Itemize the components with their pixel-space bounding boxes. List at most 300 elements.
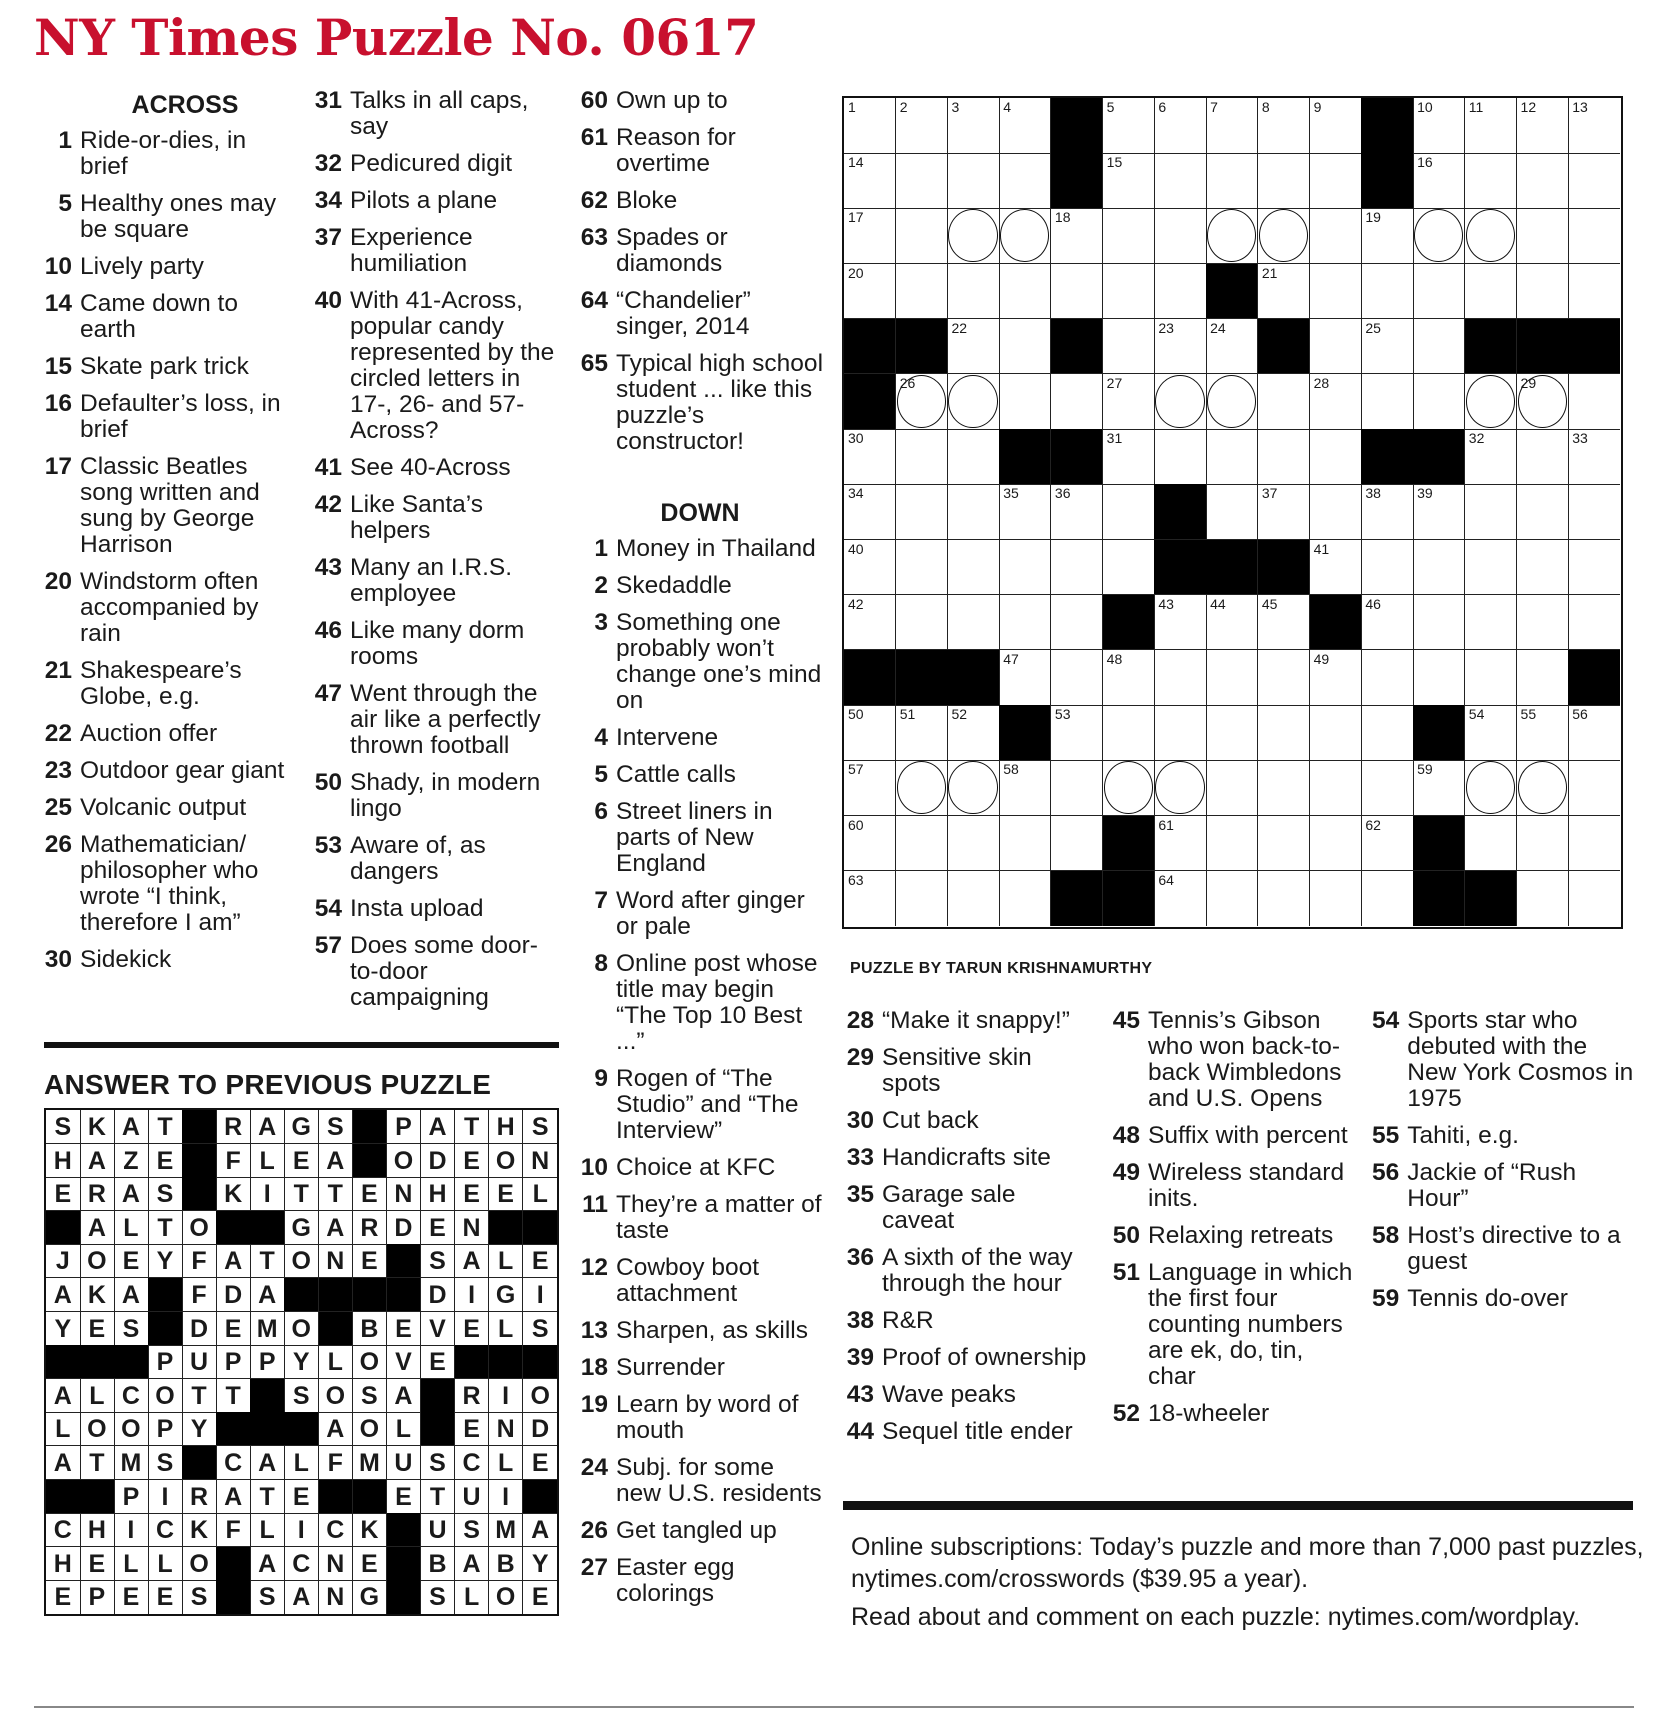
answer-letter: O <box>291 1314 311 1343</box>
grid-cell[interactable] <box>1517 760 1569 816</box>
answer-letter: A <box>258 1549 277 1578</box>
grid-cell[interactable] <box>1103 705 1155 761</box>
grid-cell[interactable] <box>896 540 948 596</box>
grid-cell[interactable] <box>1206 429 1258 485</box>
answer-cell <box>148 1379 183 1413</box>
grid-cell[interactable] <box>1413 484 1465 540</box>
clue-text: They’re a matter of taste <box>616 1191 822 1244</box>
down-clue-12[interactable] <box>574 1255 824 1307</box>
across-clue-50[interactable] <box>308 770 560 822</box>
grid-cell[interactable] <box>1154 153 1206 209</box>
down-clue-2[interactable] <box>574 573 824 599</box>
grid-cell[interactable] <box>896 816 948 872</box>
grid-cell[interactable] <box>1258 816 1310 872</box>
across-clue-40[interactable] <box>308 288 560 444</box>
answer-letter: S <box>429 1449 446 1477</box>
grid-cell[interactable] <box>1206 816 1258 872</box>
down-clue-39[interactable] <box>840 1345 1090 1371</box>
across-clue-46[interactable] <box>308 618 560 670</box>
grid-cell[interactable] <box>1465 429 1517 485</box>
grid-cell[interactable] <box>947 153 999 209</box>
grid-cell[interactable] <box>1568 816 1620 872</box>
grid-cell[interactable] <box>1103 760 1155 816</box>
grid-cell[interactable] <box>1103 208 1155 264</box>
grid-cell[interactable] <box>844 429 896 485</box>
grid-cell[interactable] <box>1568 264 1620 320</box>
grid-cell[interactable] <box>1568 705 1620 761</box>
grid-cell[interactable] <box>1103 429 1155 485</box>
down-clue-43[interactable] <box>840 1382 1090 1408</box>
grid-cell[interactable] <box>1413 264 1465 320</box>
grid-cell[interactable] <box>844 540 896 596</box>
grid-cell[interactable] <box>1465 650 1517 706</box>
grid-cell[interactable] <box>896 208 948 264</box>
across-clue-23[interactable] <box>40 758 290 784</box>
grid-cell[interactable] <box>1154 760 1206 816</box>
grid-cell[interactable] <box>896 871 948 927</box>
down-clue-50[interactable] <box>1106 1223 1356 1249</box>
grid-cell[interactable] <box>947 264 999 320</box>
across-clue-16[interactable] <box>40 391 290 443</box>
grid-cell[interactable] <box>1568 208 1620 264</box>
grid-cell[interactable] <box>1206 208 1258 264</box>
grid-cell[interactable] <box>1568 98 1620 154</box>
answer-letter: A <box>53 1281 72 1309</box>
grid-cell[interactable] <box>1465 484 1517 540</box>
grid-cell[interactable] <box>1517 264 1569 320</box>
across-clue-42[interactable] <box>308 492 560 544</box>
down-clue-19[interactable] <box>574 1392 824 1444</box>
across-clue-31[interactable] <box>308 88 560 140</box>
grid-cell[interactable] <box>1361 208 1413 264</box>
across-clue-21[interactable] <box>40 658 290 710</box>
across-clue-47[interactable] <box>308 681 560 759</box>
down-clue-26[interactable] <box>574 1518 824 1544</box>
grid-cell[interactable] <box>1465 208 1517 264</box>
down-clue-36[interactable] <box>840 1245 1090 1297</box>
grid-cell[interactable] <box>1258 650 1310 706</box>
answer-cell <box>387 1480 422 1514</box>
down-clue-49[interactable] <box>1106 1160 1356 1212</box>
across-clue-54[interactable] <box>308 896 560 922</box>
footer <box>851 1531 1651 1639</box>
down-clue-28[interactable] <box>840 1008 1090 1034</box>
grid-cell[interactable] <box>947 374 999 430</box>
grid-cell[interactable] <box>1361 650 1413 706</box>
grid-cell[interactable] <box>1258 484 1310 540</box>
black-square <box>489 1211 524 1245</box>
grid-cell[interactable] <box>1361 595 1413 651</box>
black-square <box>1361 429 1413 485</box>
answer-cell <box>46 1278 81 1312</box>
down-clue-5[interactable] <box>574 762 824 788</box>
grid-cell[interactable] <box>1051 816 1103 872</box>
grid-cell[interactable] <box>999 650 1051 706</box>
answer-cell <box>421 1480 456 1514</box>
grid-cell[interactable] <box>1568 760 1620 816</box>
down-clue-8[interactable] <box>574 951 824 1055</box>
grid-cell[interactable] <box>1568 429 1620 485</box>
grid-cell[interactable] <box>1154 319 1206 375</box>
down-clue-51[interactable] <box>1106 1260 1356 1390</box>
answer-letter: S <box>429 1583 446 1612</box>
grid-cell[interactable] <box>1051 374 1103 430</box>
grid-cell[interactable] <box>999 595 1051 651</box>
down-clue-44[interactable] <box>840 1419 1090 1445</box>
clue-number: 7 <box>594 887 608 914</box>
grid-cell[interactable] <box>947 816 999 872</box>
grid-cell[interactable] <box>1310 705 1362 761</box>
grid-cell[interactable] <box>896 98 948 154</box>
grid-cell[interactable] <box>1206 595 1258 651</box>
grid-cell[interactable] <box>1568 540 1620 596</box>
grid-cell[interactable] <box>1413 374 1465 430</box>
down-clue-38[interactable] <box>840 1308 1090 1334</box>
grid-cell[interactable] <box>1051 705 1103 761</box>
across-clue-62[interactable] <box>574 188 824 214</box>
grid-cell[interactable] <box>1310 540 1362 596</box>
grid-cell[interactable] <box>1568 484 1620 540</box>
across-clue-26[interactable] <box>40 832 290 936</box>
grid-cell[interactable] <box>1517 816 1569 872</box>
down-clue-9[interactable] <box>574 1066 824 1144</box>
across-clue-15[interactable] <box>40 354 290 380</box>
across-clue-53[interactable] <box>308 833 560 885</box>
grid-cell[interactable] <box>1154 650 1206 706</box>
grid-cell[interactable] <box>1154 816 1206 872</box>
grid-cell[interactable] <box>1103 98 1155 154</box>
clue-text: Sensitive skin spots <box>882 1044 1032 1097</box>
grid-cell[interactable] <box>1051 264 1103 320</box>
grid-cell[interactable] <box>1310 484 1362 540</box>
grid-cell[interactable] <box>1206 484 1258 540</box>
down-clue-24[interactable] <box>574 1455 824 1507</box>
down-clue-29[interactable] <box>840 1045 1090 1097</box>
grid-cell[interactable] <box>1310 153 1362 209</box>
grid-cell[interactable] <box>1465 264 1517 320</box>
down-clue-10[interactable] <box>574 1155 824 1181</box>
grid-cell[interactable] <box>1154 264 1206 320</box>
down-clue-55[interactable] <box>1372 1123 1637 1149</box>
grid-cell[interactable] <box>1154 705 1206 761</box>
grid-cell[interactable] <box>1103 319 1155 375</box>
across-clue-43[interactable] <box>308 555 560 607</box>
grid-cell[interactable] <box>999 484 1051 540</box>
grid-cell[interactable] <box>1103 484 1155 540</box>
grid-cell[interactable] <box>1413 208 1465 264</box>
grid-cell[interactable] <box>1517 871 1569 927</box>
grid-cell[interactable] <box>1465 98 1517 154</box>
grid-cell[interactable] <box>1413 595 1465 651</box>
grid-cell[interactable] <box>1517 595 1569 651</box>
grid-cell[interactable] <box>1258 705 1310 761</box>
answer-cell <box>250 1547 285 1581</box>
clue-number: 34 <box>314 187 342 214</box>
grid-cell[interactable] <box>1568 871 1620 927</box>
grid-cell[interactable] <box>1154 429 1206 485</box>
grid-cell[interactable] <box>1361 540 1413 596</box>
grid-cell[interactable] <box>1413 319 1465 375</box>
grid-cell[interactable] <box>1413 540 1465 596</box>
answer-letter: F <box>225 1516 241 1545</box>
grid-cell[interactable] <box>999 540 1051 596</box>
answer-cell <box>523 1144 558 1178</box>
clue-number: 54 <box>1372 1007 1400 1034</box>
grid-cell[interactable] <box>1413 650 1465 706</box>
black-square <box>319 1278 354 1312</box>
grid-cell[interactable] <box>1310 98 1362 154</box>
grid-cell[interactable] <box>1517 484 1569 540</box>
grid-cell[interactable] <box>999 264 1051 320</box>
down-clue-18[interactable] <box>574 1355 824 1381</box>
grid-cell[interactable] <box>1154 374 1206 430</box>
grid-cell[interactable] <box>1051 484 1103 540</box>
grid-cell[interactable] <box>844 760 896 816</box>
grid-cell[interactable] <box>896 595 948 651</box>
grid-cell[interactable] <box>1051 650 1103 706</box>
grid-cell[interactable] <box>999 319 1051 375</box>
answer-letter: E <box>531 1449 549 1477</box>
grid-cell[interactable] <box>999 208 1051 264</box>
down-clue-54[interactable] <box>1372 1008 1637 1112</box>
down-clue-27[interactable] <box>574 1555 824 1607</box>
down-clue-11[interactable] <box>574 1192 824 1244</box>
grid-cell[interactable] <box>896 264 948 320</box>
down-clue-7[interactable] <box>574 888 824 940</box>
down-clue-52[interactable] <box>1106 1401 1356 1427</box>
grid-cell[interactable] <box>999 760 1051 816</box>
grid-cell[interactable] <box>1258 374 1310 430</box>
grid-cell[interactable] <box>1517 429 1569 485</box>
grid-cell[interactable] <box>999 816 1051 872</box>
grid-cell[interactable] <box>1206 98 1258 154</box>
grid-cell[interactable] <box>1258 871 1310 927</box>
grid-cell[interactable] <box>1310 760 1362 816</box>
answer-letter: L <box>395 1415 412 1444</box>
across-clue-64[interactable] <box>574 288 824 340</box>
grid-cell[interactable] <box>1465 595 1517 651</box>
down-clue-45[interactable] <box>1106 1008 1356 1112</box>
grid-cell[interactable] <box>1568 374 1620 430</box>
grid-cell[interactable] <box>1517 374 1569 430</box>
grid-cell[interactable] <box>1517 705 1569 761</box>
grid-cell[interactable] <box>1258 264 1310 320</box>
across-clue-10[interactable] <box>40 254 290 280</box>
grid-cell[interactable] <box>1206 705 1258 761</box>
grid-cell[interactable] <box>1206 374 1258 430</box>
answer-letter: A <box>258 1449 277 1477</box>
grid-cell[interactable] <box>1465 540 1517 596</box>
grid-cell[interactable] <box>1465 760 1517 816</box>
grid-cell[interactable] <box>1310 374 1362 430</box>
across-clue-34[interactable] <box>308 188 560 214</box>
answer-cell <box>523 1513 558 1547</box>
grid-cell[interactable] <box>1051 760 1103 816</box>
down-clue-48[interactable] <box>1106 1123 1356 1149</box>
grid-cell[interactable] <box>947 760 999 816</box>
grid-cell[interactable] <box>1258 208 1310 264</box>
down-clue-59[interactable] <box>1372 1286 1637 1312</box>
down-clue-30[interactable] <box>840 1108 1090 1134</box>
grid-cell[interactable] <box>1568 153 1620 209</box>
grid-cell[interactable] <box>1258 153 1310 209</box>
circle-marker <box>1466 375 1515 428</box>
grid-cell[interactable] <box>1361 705 1413 761</box>
grid-cell[interactable] <box>896 760 948 816</box>
grid-cell[interactable] <box>1310 650 1362 706</box>
grid-cell[interactable] <box>1206 650 1258 706</box>
grid-cell[interactable] <box>896 374 948 430</box>
grid-cell[interactable] <box>999 153 1051 209</box>
grid-cell[interactable] <box>896 484 948 540</box>
grid-cell[interactable] <box>1258 760 1310 816</box>
grid-cell[interactable] <box>1154 98 1206 154</box>
grid-cell[interactable] <box>1413 98 1465 154</box>
grid-cell[interactable] <box>896 705 948 761</box>
grid-cell[interactable] <box>1154 871 1206 927</box>
grid-cell[interactable] <box>1517 650 1569 706</box>
across-clue-65[interactable] <box>574 351 824 455</box>
across-clue-22[interactable] <box>40 721 290 747</box>
grid-cell[interactable] <box>1361 871 1413 927</box>
grid-cell[interactable] <box>1206 871 1258 927</box>
grid-cell[interactable] <box>1310 871 1362 927</box>
down-clue-58[interactable] <box>1372 1223 1637 1275</box>
across-clue-63[interactable] <box>574 225 824 277</box>
grid-cell[interactable] <box>1517 208 1569 264</box>
across-clue-30[interactable] <box>40 947 290 973</box>
grid-cell[interactable] <box>1465 153 1517 209</box>
grid-cell[interactable] <box>947 98 999 154</box>
grid-cell[interactable] <box>1051 540 1103 596</box>
grid-cell[interactable] <box>1206 153 1258 209</box>
clue-number: 4 <box>594 724 608 751</box>
grid-cell[interactable] <box>844 871 896 927</box>
grid-cell[interactable] <box>947 595 999 651</box>
grid-cell[interactable] <box>844 595 896 651</box>
down-clue-13[interactable] <box>574 1318 824 1344</box>
grid-cell[interactable] <box>947 319 999 375</box>
across-clue-61[interactable] <box>574 125 824 177</box>
grid-cell[interactable] <box>947 540 999 596</box>
answer-letter: I <box>127 1516 135 1545</box>
across-clue-1[interactable] <box>40 128 290 180</box>
grid-cell[interactable] <box>947 484 999 540</box>
grid-cell[interactable] <box>1517 153 1569 209</box>
clue-number: 6 <box>594 798 608 825</box>
grid-cell[interactable] <box>1361 760 1413 816</box>
grid-cell[interactable] <box>844 208 896 264</box>
down-clue-56[interactable] <box>1372 1160 1637 1212</box>
grid-cell[interactable] <box>1568 595 1620 651</box>
grid-cell[interactable] <box>999 871 1051 927</box>
grid-cell[interactable] <box>1103 650 1155 706</box>
grid-cell[interactable] <box>1517 540 1569 596</box>
grid-cell[interactable] <box>1465 705 1517 761</box>
grid-cell[interactable] <box>1310 264 1362 320</box>
grid-cell[interactable] <box>1258 98 1310 154</box>
across-clue-14[interactable] <box>40 291 290 343</box>
grid-cell[interactable] <box>1310 208 1362 264</box>
across-clue-5[interactable] <box>40 191 290 243</box>
across-clue-25[interactable] <box>40 795 290 821</box>
grid-cell[interactable] <box>947 705 999 761</box>
grid-cell[interactable] <box>1361 816 1413 872</box>
grid-cell[interactable] <box>1103 540 1155 596</box>
grid-cell[interactable] <box>1413 760 1465 816</box>
grid-cell[interactable] <box>1051 595 1103 651</box>
grid-cell[interactable] <box>844 264 896 320</box>
crossword-grid[interactable] <box>842 96 1623 929</box>
down-clue-1[interactable] <box>574 536 824 562</box>
down-clue-35[interactable] <box>840 1182 1090 1234</box>
grid-cell[interactable] <box>1154 208 1206 264</box>
answer-cell <box>523 1312 558 1346</box>
grid-cell[interactable] <box>1361 484 1413 540</box>
across-clue-37[interactable] <box>308 225 560 277</box>
answer-cell <box>421 1211 456 1245</box>
grid-cell[interactable] <box>1465 374 1517 430</box>
grid-cell[interactable] <box>1361 319 1413 375</box>
clue-number: 1 <box>594 535 608 562</box>
across-clue-41[interactable] <box>308 455 560 481</box>
grid-cell[interactable] <box>1206 319 1258 375</box>
grid-cell[interactable] <box>844 98 896 154</box>
grid-cell[interactable] <box>896 153 948 209</box>
grid-cell[interactable] <box>896 429 948 485</box>
grid-cell[interactable] <box>1310 816 1362 872</box>
down-clue-3[interactable] <box>574 610 824 714</box>
grid-cell[interactable] <box>1361 374 1413 430</box>
across-clue-57[interactable] <box>308 933 560 1011</box>
grid-cell[interactable] <box>1051 208 1103 264</box>
down-clue-6[interactable] <box>574 799 824 877</box>
answer-letter: R <box>462 1381 481 1410</box>
answer-cell <box>489 1144 524 1178</box>
grid-cell[interactable] <box>999 98 1051 154</box>
grid-cell[interactable] <box>947 208 999 264</box>
grid-cell[interactable] <box>1103 264 1155 320</box>
grid-cell[interactable] <box>1103 374 1155 430</box>
grid-cell[interactable] <box>1258 429 1310 485</box>
cell-number: 38 <box>1365 485 1381 502</box>
grid-cell[interactable] <box>1413 153 1465 209</box>
grid-cell[interactable] <box>1154 595 1206 651</box>
grid-cell[interactable] <box>844 705 896 761</box>
grid-cell[interactable] <box>844 816 896 872</box>
grid-cell[interactable] <box>844 484 896 540</box>
grid-cell[interactable] <box>1310 319 1362 375</box>
grid-cell[interactable] <box>1465 816 1517 872</box>
across-clue-32[interactable] <box>308 151 560 177</box>
grid-cell[interactable] <box>1361 264 1413 320</box>
grid-cell[interactable] <box>947 429 999 485</box>
across-clue-60[interactable] <box>574 88 824 114</box>
grid-cell[interactable] <box>1517 98 1569 154</box>
grid-cell[interactable] <box>844 153 896 209</box>
across-clue-17[interactable] <box>40 454 290 558</box>
across-clue-20[interactable] <box>40 569 290 647</box>
answer-cell <box>319 1110 354 1144</box>
down-clue-33[interactable] <box>840 1145 1090 1171</box>
grid-cell[interactable] <box>1258 595 1310 651</box>
grid-cell[interactable] <box>999 374 1051 430</box>
grid-cell[interactable] <box>1310 429 1362 485</box>
grid-cell[interactable] <box>947 871 999 927</box>
down-clue-4[interactable] <box>574 725 824 751</box>
grid-cell[interactable] <box>1206 760 1258 816</box>
grid-cell[interactable] <box>1103 153 1155 209</box>
